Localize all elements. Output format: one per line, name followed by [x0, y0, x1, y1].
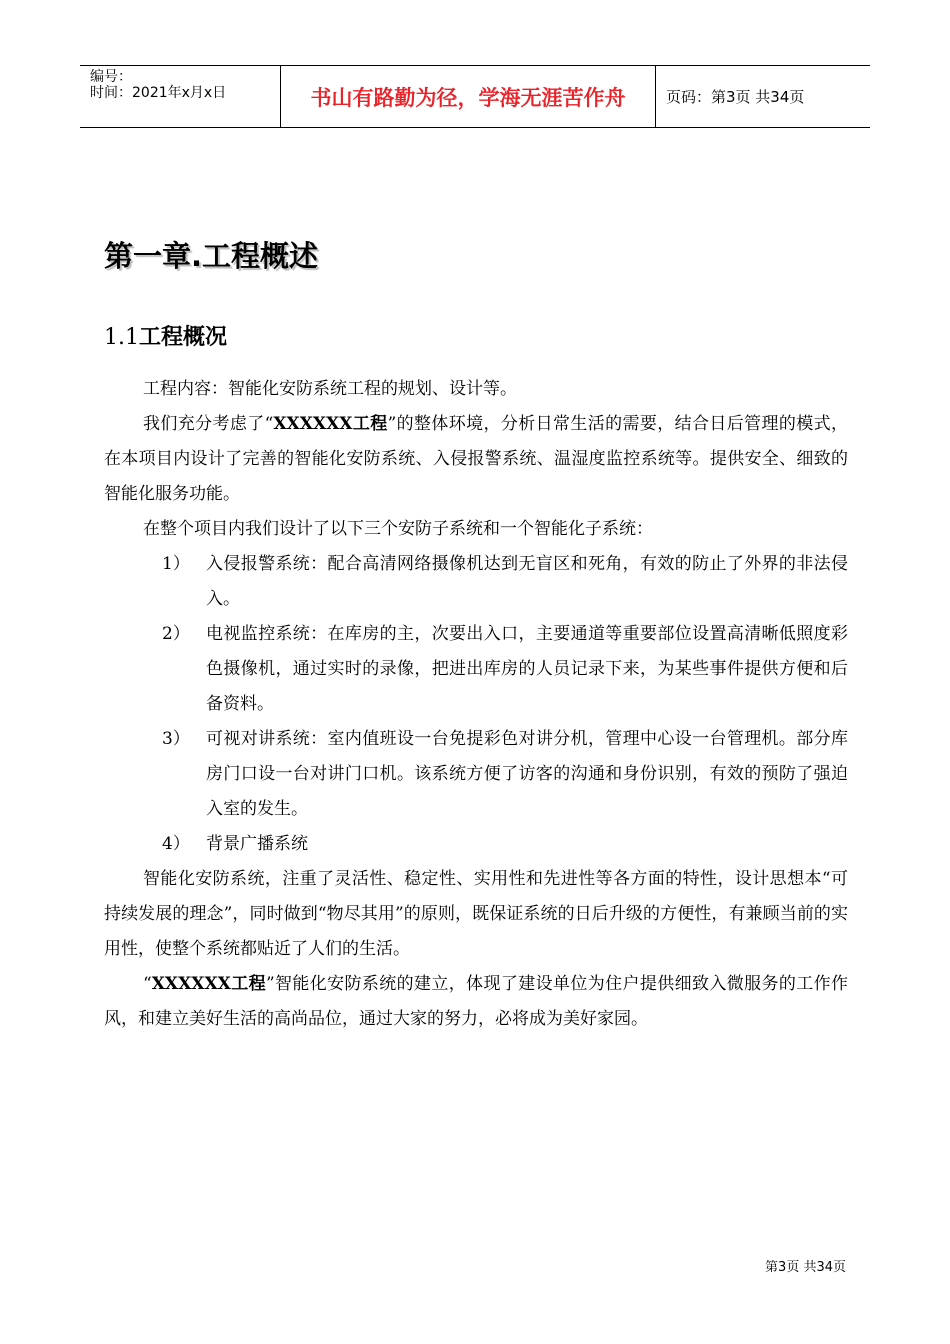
- list-item-label: 3）: [162, 729, 190, 749]
- motto: 书山有路勤为径，学海无涯苦作舟: [281, 66, 656, 127]
- page-label: 页码：第3页 共34页: [666, 88, 805, 106]
- list-item: [104, 827, 848, 862]
- list-item-text: 背景广播系统: [206, 834, 308, 854]
- paragraph: 智能化安防系统，注重了灵活性、稳定性、实用性和先进性等各方面的特性，设计思想本“可持续发展的理念”，同时做到“物尽其用”的原则，既保证系统的日后升级的方便性，有兼顾当前的实用性，使整个系统都贴近了人们的生活。: [104, 869, 848, 959]
- list-item-label: 4）: [162, 834, 190, 854]
- page-footer: 第3页 共34页: [765, 1260, 846, 1275]
- text-run: “: [143, 974, 152, 994]
- list-item: [104, 722, 848, 827]
- text-run: ”智能化安防系统的建立，体现了建设单位为住户提供细致入微服务的工作作风，和建立美好生活的高尚品位，通过大家的努力，必将成为美好家园。: [104, 974, 848, 1029]
- number-label: 编号：: [90, 69, 132, 85]
- section-number: 1.1: [104, 325, 139, 350]
- list-item-text: 入侵报警系统：配合高清网络摄像机达到无盲区和死角，有效的防止了外界的非法侵入。: [206, 554, 848, 609]
- paragraph: 在整个项目内我们设计了以下三个安防子系统和一个智能化子系统：: [143, 519, 653, 539]
- paragraph: [104, 967, 848, 1037]
- section-title-text: 工程概况: [139, 325, 228, 350]
- chapter-title: 第一章.工程概述: [104, 239, 319, 273]
- list-item-label: 1）: [162, 554, 190, 574]
- paragraph: [104, 407, 848, 512]
- section-title: [104, 320, 227, 351]
- list-item-label: 2）: [162, 624, 190, 644]
- time-label: 时间：2021年x月x日: [90, 85, 227, 101]
- project-name: XXXXXX工程: [273, 414, 388, 434]
- body-text: [104, 372, 848, 1037]
- text-run: 我们充分考虑了“: [143, 414, 274, 434]
- header-info-cell: [80, 66, 281, 127]
- project-name: XXXXXX工程: [151, 974, 266, 994]
- list-item-text: 电视监控系统：在库房的主，次要出入口，主要通道等重要部位设置高清晰低照度彩色摄像机，通过实时的录像，把进出库房的人员记录下来，为某些事件提供方便和后备资料。: [206, 624, 848, 714]
- page-header: [80, 65, 870, 128]
- list-item-text: 可视对讲系统：室内值班设一台免提彩色对讲分机，管理中心设一台管理机。部分库房门口设一台对讲门口机。该系统方便了访客的沟通和身份识别，有效的预防了强迫入室的发生。: [206, 729, 848, 819]
- list-item: [104, 617, 848, 722]
- list-item: [104, 547, 848, 617]
- text-run: ”的整体环境，分析日常生活的需要，结合日后管理的模式，在本项目内设计了完善的智能化安防系统、入侵报警系统、温湿度监控系统等。提供安全、细致的智能化服务功能。: [104, 414, 848, 504]
- paragraph: 工程内容：智能化安防系统工程的规划、设计等。: [143, 379, 517, 399]
